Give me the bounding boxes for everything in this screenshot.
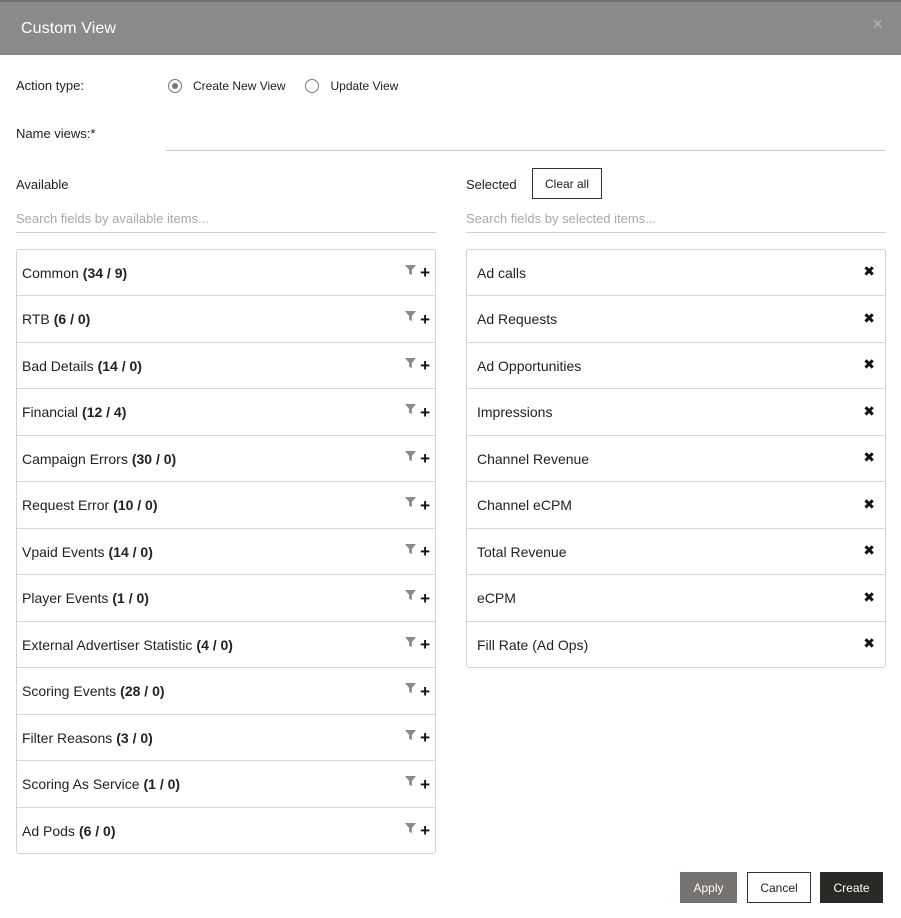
radio-unchecked-icon[interactable] <box>305 79 319 93</box>
available-list-item[interactable] <box>17 669 435 715</box>
selected-list-item <box>467 483 885 529</box>
selected-list-item <box>467 576 885 622</box>
available-item-actions <box>405 808 430 854</box>
dialog-header <box>0 0 901 55</box>
plus-icon[interactable]: + <box>420 356 430 375</box>
available-list-item[interactable] <box>17 715 435 761</box>
close-icon[interactable]: ✖ <box>863 542 875 558</box>
available-list-item[interactable] <box>17 483 435 529</box>
selected-label: Selected <box>466 177 517 192</box>
available-item-count: (34 / 9) <box>82 264 128 281</box>
available-item-name: Bad Details <box>22 357 94 374</box>
available-item-actions <box>405 715 430 761</box>
selected-item-name: Fill Rate (Ad Ops) <box>477 637 589 653</box>
plus-icon[interactable]: + <box>420 774 430 794</box>
available-item-actions <box>405 250 430 296</box>
selected-list-item <box>467 343 885 389</box>
available-item-name: Filter Reasons <box>22 729 113 746</box>
available-list-item[interactable] <box>17 297 435 343</box>
selected-item-name: Ad Opportunities <box>477 357 582 374</box>
available-item-name: Player Events <box>22 590 109 606</box>
available-item-count: (4 / 0) <box>196 636 233 653</box>
radio-update-view[interactable] <box>305 79 398 93</box>
selected-item-name: Total Revenue <box>477 543 567 560</box>
filter-icon[interactable] <box>405 544 416 555</box>
filter-icon[interactable] <box>405 404 416 415</box>
available-item-actions <box>405 529 430 575</box>
plus-icon[interactable]: + <box>420 821 430 840</box>
available-item-count: (12 / 4) <box>82 404 127 420</box>
filter-icon[interactable] <box>405 265 416 276</box>
available-label: Available <box>16 177 69 192</box>
available-item-actions <box>405 436 430 482</box>
filter-icon[interactable] <box>405 358 416 369</box>
close-icon[interactable]: × <box>872 14 883 34</box>
filter-icon[interactable] <box>405 683 416 694</box>
selected-item-name: Channel Revenue <box>477 450 590 467</box>
available-list-item[interactable] <box>17 762 435 808</box>
close-icon[interactable]: ✖ <box>863 495 875 512</box>
available-item-count: (14 / 0) <box>108 543 153 560</box>
filter-icon[interactable] <box>405 311 416 322</box>
available-item-name: Request Error <box>22 497 110 513</box>
filter-icon[interactable] <box>405 497 416 508</box>
close-icon[interactable]: ✖ <box>863 356 875 372</box>
plus-icon[interactable]: + <box>420 309 430 329</box>
available-item-count: (1 / 0) <box>143 776 181 792</box>
available-list-item[interactable] <box>17 436 435 482</box>
selected-item-name: eCPM <box>477 590 516 606</box>
available-list-item[interactable] <box>17 576 435 622</box>
available-search-input[interactable] <box>16 205 436 233</box>
filter-icon[interactable] <box>405 730 416 741</box>
plus-icon[interactable]: + <box>420 495 430 515</box>
available-item-actions <box>405 297 430 343</box>
radio-create-new-view-label: Create New View <box>193 79 286 93</box>
available-item-actions <box>405 343 430 389</box>
filter-icon[interactable] <box>405 590 416 601</box>
filter-icon[interactable] <box>405 451 416 462</box>
name-views-input[interactable] <box>166 120 886 151</box>
radio-create-new-view[interactable] <box>168 79 285 93</box>
available-item-actions <box>405 576 430 622</box>
radio-checked-icon[interactable] <box>168 79 182 93</box>
selected-list-item <box>467 436 885 482</box>
selected-item-name: Impressions <box>477 404 553 420</box>
available-item-actions <box>405 483 430 529</box>
available-item-actions <box>405 762 430 808</box>
available-item-name: Campaign Errors <box>22 450 128 467</box>
close-icon[interactable]: ✖ <box>863 635 875 651</box>
available-item-name: Scoring Events <box>22 683 117 699</box>
close-icon[interactable]: ✖ <box>863 309 875 326</box>
filter-icon[interactable] <box>405 776 416 787</box>
radio-update-view-label: Update View <box>330 79 399 93</box>
available-list-item[interactable] <box>17 808 435 854</box>
selected-item-name: Ad Requests <box>477 311 558 327</box>
available-item-count: (3 / 0) <box>116 729 153 746</box>
available-item-name: Ad Pods <box>22 823 75 839</box>
selected-item-name: Channel eCPM <box>477 497 572 513</box>
available-list <box>16 249 436 854</box>
create-button[interactable]: Create <box>820 872 883 903</box>
action-type-radio-group <box>168 79 418 93</box>
plus-icon[interactable]: + <box>420 542 430 561</box>
available-item-count: (30 / 0) <box>131 450 177 467</box>
available-item-count: (10 / 0) <box>113 497 158 513</box>
available-item-actions <box>405 622 430 668</box>
plus-icon[interactable]: + <box>420 681 430 701</box>
plus-icon[interactable]: + <box>420 263 430 282</box>
dialog-title: Custom View <box>21 20 117 37</box>
close-icon[interactable]: ✖ <box>863 588 875 605</box>
available-list-item[interactable] <box>17 390 435 436</box>
plus-icon[interactable]: + <box>420 588 430 608</box>
plus-icon[interactable]: + <box>420 635 430 654</box>
selected-item-name: Ad calls <box>477 264 527 281</box>
filter-icon[interactable] <box>405 637 416 648</box>
selected-list-item <box>467 622 885 668</box>
filter-icon[interactable] <box>405 823 416 834</box>
available-item-count: (6 / 0) <box>53 311 91 327</box>
selected-list-item <box>467 297 885 343</box>
close-icon[interactable]: ✖ <box>863 402 875 419</box>
apply-button[interactable]: Apply <box>680 872 737 903</box>
cancel-button[interactable]: Cancel <box>747 872 811 903</box>
plus-icon[interactable]: + <box>420 402 430 422</box>
available-list-item[interactable] <box>17 250 435 296</box>
available-list-item[interactable] <box>17 529 435 575</box>
selected-list-item <box>467 250 885 296</box>
available-list-item[interactable] <box>17 622 435 668</box>
available-item-actions <box>405 390 430 436</box>
available-item-name: Vpaid Events <box>22 543 105 560</box>
available-item-actions <box>405 669 430 715</box>
available-item-name: Financial <box>22 404 79 420</box>
available-item-count: (1 / 0) <box>112 590 149 606</box>
available-item-name: Scoring As Service <box>22 776 140 792</box>
name-views-label: Name views:* <box>16 126 96 141</box>
close-icon[interactable]: ✖ <box>863 263 875 279</box>
selected-search-input[interactable] <box>466 205 886 233</box>
available-item-count: (14 / 0) <box>97 357 142 374</box>
plus-icon[interactable]: + <box>420 449 430 468</box>
available-item-count: (6 / 0) <box>78 823 116 839</box>
plus-icon[interactable]: + <box>420 728 430 747</box>
selected-list-item <box>467 529 885 575</box>
available-item-name: External Advertiser Statistic <box>22 636 193 653</box>
available-list-item[interactable] <box>17 343 435 389</box>
available-item-count: (28 / 0) <box>120 683 165 699</box>
available-item-name: Common <box>22 264 79 281</box>
clear-all-button[interactable]: Clear all <box>532 168 602 199</box>
action-type-label: Action type: <box>16 78 84 93</box>
selected-list <box>466 249 886 668</box>
available-item-name: RTB <box>22 311 50 327</box>
selected-list-item <box>467 390 885 436</box>
close-icon[interactable]: ✖ <box>863 449 875 465</box>
